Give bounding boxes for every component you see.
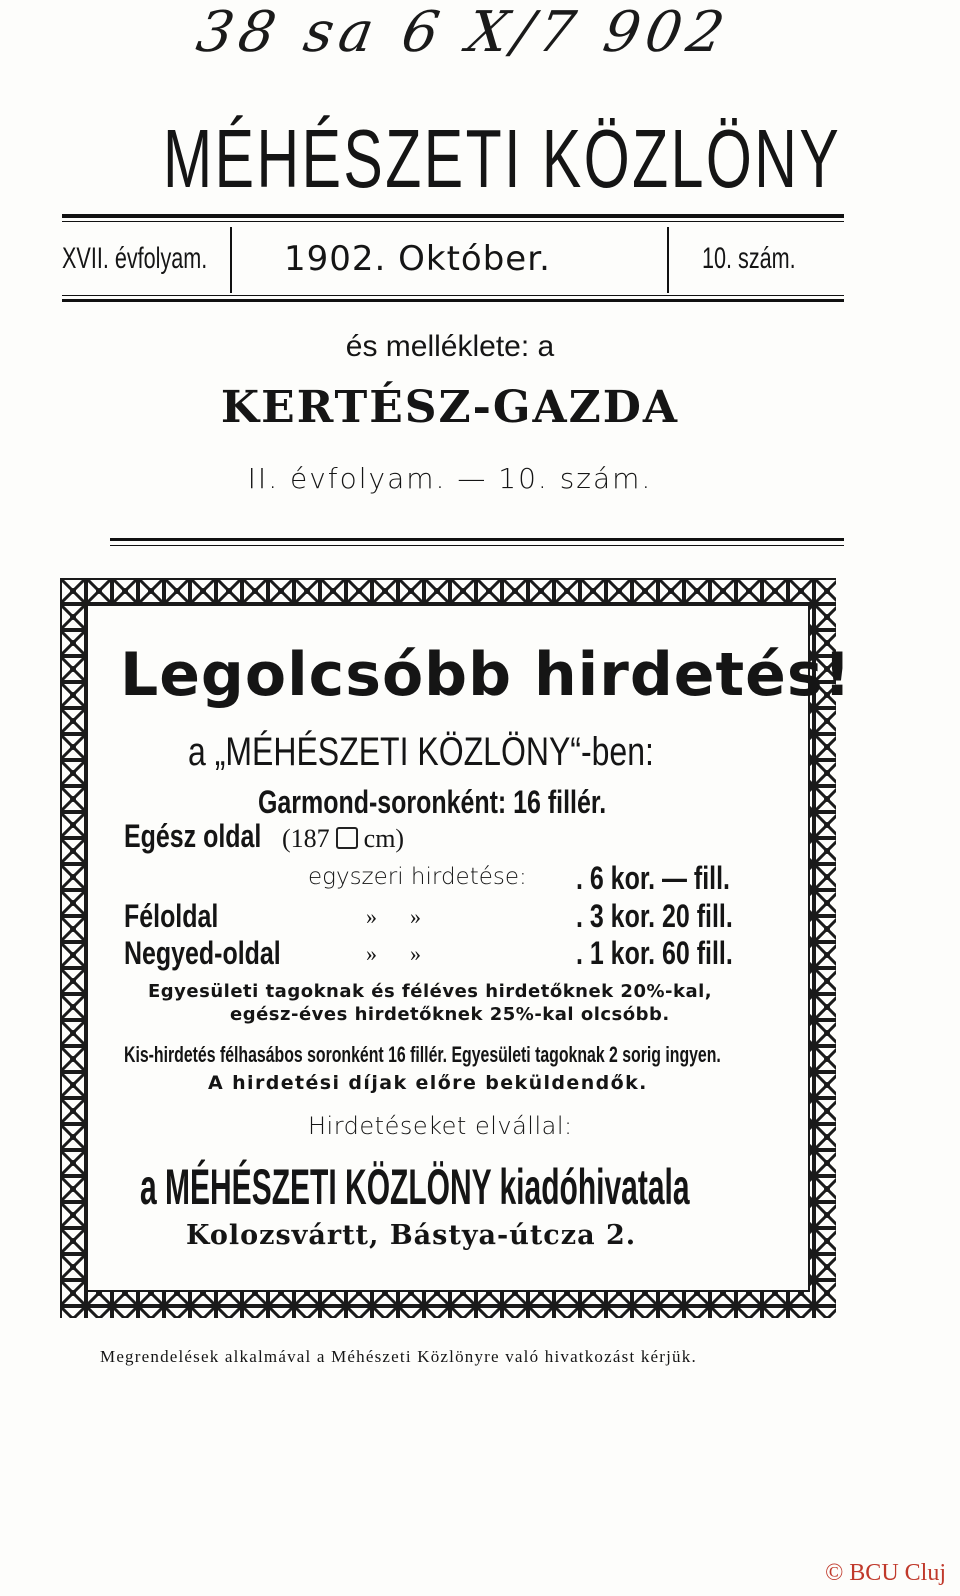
single-ad-label: egyszeri hirdetése: <box>308 864 527 890</box>
issue-number: 10. szám. <box>702 242 796 275</box>
supplement-intro: és melléklete: a <box>345 330 555 363</box>
full-page-price: . 6 kor. — fill. <box>576 860 730 896</box>
top-rule-thick <box>62 214 844 218</box>
quarter-page-price: . 1 kor. 60 fill. <box>576 935 733 971</box>
supplement-info: II. évfolyam. — 10. szám. <box>247 462 653 495</box>
supplement-rule-thin <box>110 545 844 546</box>
full-page-size-close: cm) <box>363 824 405 853</box>
issue-date: 1902. Október. <box>284 239 551 279</box>
bottom-rule-thin <box>62 295 844 296</box>
footer-note: Megrendelések alkalmával a Méhészeti Közlönyre való hivatkozást kérjük. <box>100 1347 697 1366</box>
copyright-notice: © BCU Cluj <box>825 1560 946 1586</box>
square-icon <box>336 827 358 849</box>
issue-divider-left <box>230 227 232 293</box>
handwritten-note: 38 sa 6 X/7 902 <box>191 0 735 65</box>
supplement-rule-thick <box>110 538 844 541</box>
publisher-address: Kolozsvártt, Bástya-útcza 2. <box>186 1220 637 1251</box>
top-rule-thin <box>62 221 844 222</box>
prepay-note: A hirdetési díjak előre beküldendők. <box>208 1072 648 1094</box>
discount-line-2: egész-éves hirdetőknek 25%-kal olcsóbb. <box>230 1004 670 1025</box>
quarter-page-label: Negyed-oldal <box>124 935 281 971</box>
masthead-title: MÉHÉSZETI KÖZLÖNY <box>163 113 842 206</box>
half-page-price: . 3 kor. 20 fill. <box>576 898 733 934</box>
small-ads-note: Kis-hirdetés félhasábos soronként 16 fillér. Egyesületi tagoknak 2 sorig ingyen. <box>124 1042 721 1067</box>
full-page-size <box>282 824 404 854</box>
issue-bar <box>62 223 844 295</box>
half-page-marks: » » <box>366 904 421 929</box>
ad-garmond-rate: Garmond-soronként: 16 fillér. <box>258 784 607 820</box>
supplement-title: KERTÉSZ-GAZDA <box>220 382 680 433</box>
ad-subheadline: a „MÉHÉSZETI KÖZLÖNY“-ben: <box>188 730 654 774</box>
full-page-label: Egész oldal <box>124 818 262 854</box>
issue-divider-right <box>667 227 669 293</box>
half-page-label: Féloldal <box>124 898 219 934</box>
full-page-size-open: (187 <box>282 824 330 853</box>
ad-headline: Legolcsóbb hirdetés! <box>120 640 852 710</box>
full-page-row <box>124 818 300 855</box>
bottom-rule-thick <box>62 299 844 302</box>
discount-line-1: Egyesületi tagoknak és féléves hirdetőknek 20%-kal, <box>148 981 713 1002</box>
quarter-page-marks: » » <box>366 941 421 966</box>
publisher-name: a MÉHÉSZETI KÖZLÖNY kiadóhivatala <box>140 1159 690 1215</box>
volume-label: XVII. évfolyam. <box>62 242 208 275</box>
accepts-label: Hirdetéseket elvállal: <box>308 1112 573 1140</box>
